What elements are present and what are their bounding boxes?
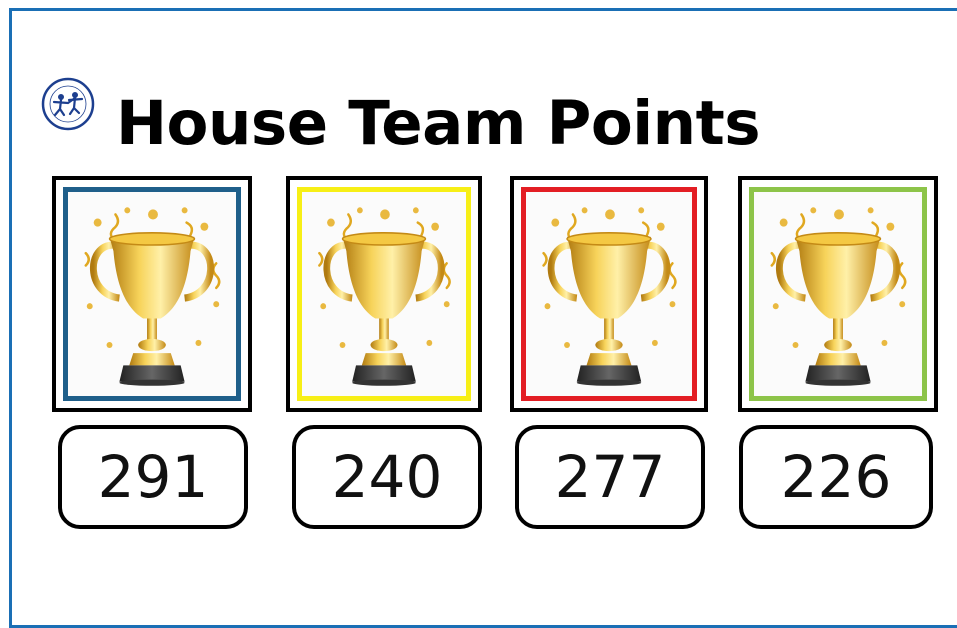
- house-card-red: [510, 176, 708, 412]
- house-score-value: 240: [331, 443, 443, 511]
- house-score-red: [515, 425, 705, 529]
- house-score-green: [739, 425, 933, 529]
- house-card-border: [63, 187, 241, 401]
- trophy-icon: [526, 192, 692, 396]
- house-score-value: 226: [780, 443, 892, 511]
- house-score-value: 291: [97, 443, 209, 511]
- house-card-border: [521, 187, 697, 401]
- school-logo-icon: [41, 77, 95, 131]
- house-card-green: [738, 176, 938, 412]
- trophy-icon: [754, 192, 922, 396]
- house-card-yellow: [286, 176, 482, 412]
- house-card-border: [749, 187, 927, 401]
- house-card-border: [297, 187, 471, 401]
- house-score-value: 277: [554, 443, 666, 511]
- house-score-yellow: [292, 425, 482, 529]
- trophy-icon: [302, 192, 466, 396]
- house-score-blue: [58, 425, 248, 529]
- page-title: House Team Points: [116, 88, 761, 159]
- house-card-blue: [52, 176, 252, 412]
- trophy-icon: [68, 192, 236, 396]
